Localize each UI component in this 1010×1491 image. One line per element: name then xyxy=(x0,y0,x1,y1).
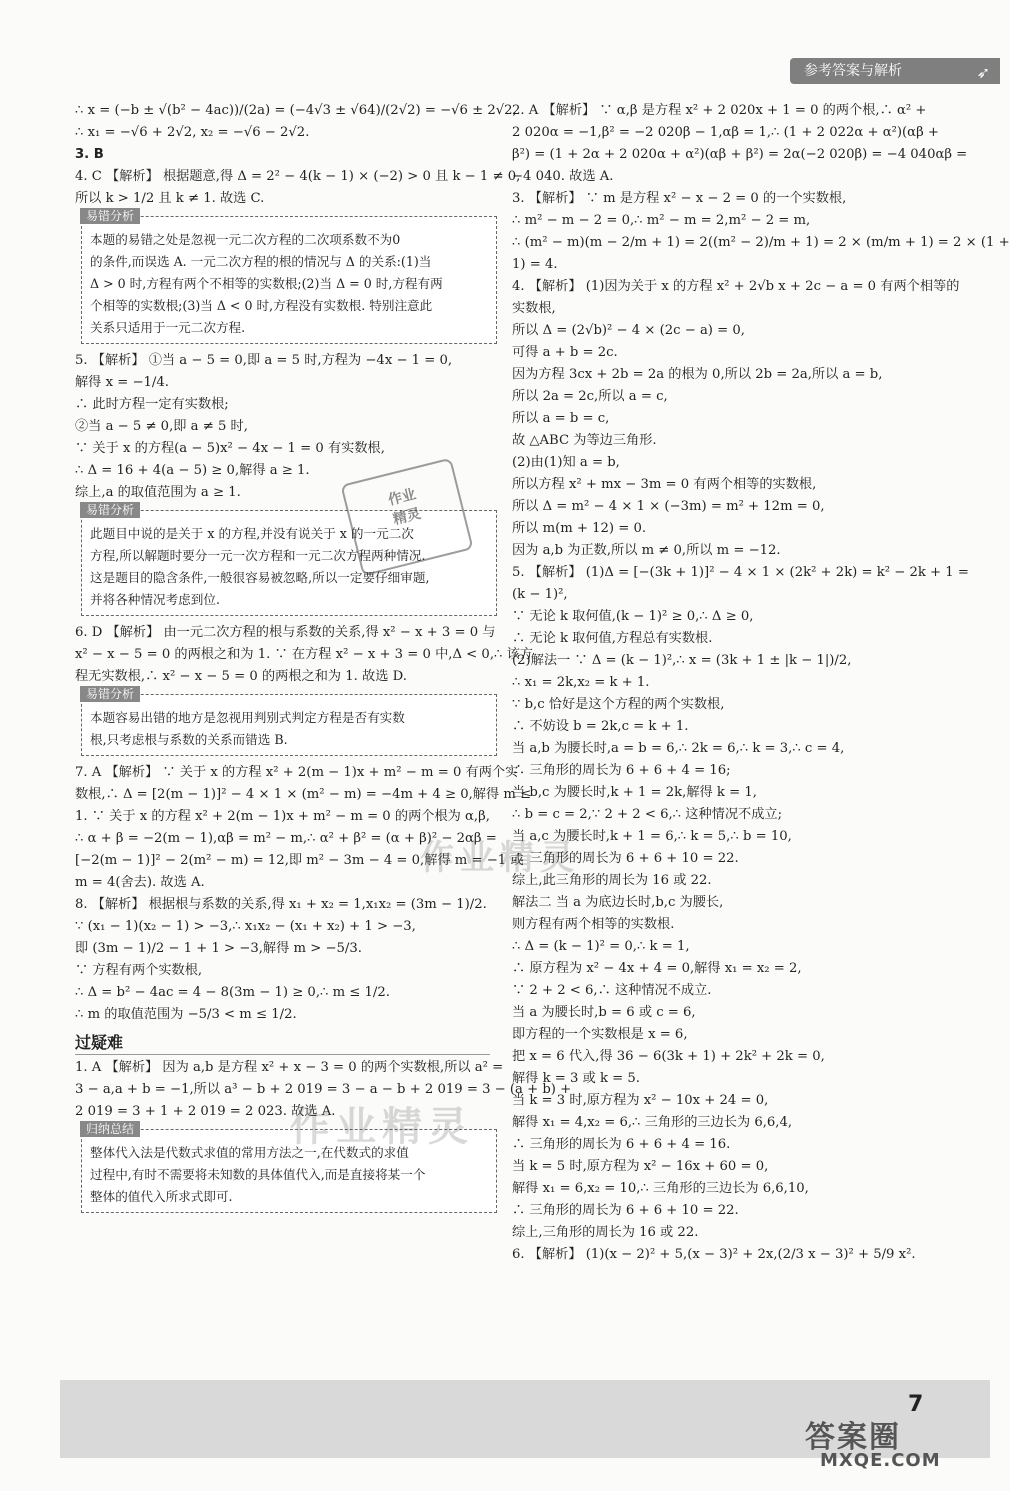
footer-url: MXQE.COM xyxy=(820,1450,941,1471)
answer-line: ∴ 三角形的周长为 6 + 6 + 4 = 16; xyxy=(512,763,731,778)
question-6-line: x² − x − 5 = 0 的两根之和为 1. ∵ 在方程 x² − x + 3 = 0 中,Δ < 0,∴ 该方 xyxy=(75,647,533,662)
note-tag: 归纳总结 xyxy=(80,1121,140,1137)
answer-line: 所以 Δ = (2√b)² − 4 × (2c − a) = 0, xyxy=(512,323,745,338)
answer-line: ∴ 三角形的周长为 6 + 6 + 10 = 22. xyxy=(512,851,739,866)
note-line: Δ > 0 时,方程有两个不相等的实数根;(2)当 Δ = 0 时,方程有两 xyxy=(90,276,443,291)
answer-line: (k − 1)², xyxy=(512,587,568,602)
answer-line: ∴ 无论 k 取何值,方程总有实数根. xyxy=(512,631,713,646)
section-title-text: 过疑难 xyxy=(75,1033,124,1052)
question-8-line: ∵ (x₁ − 1)(x₂ − 1) > −3,∴ x₁x₂ − (x₁ + x₂) + 1 > −3, xyxy=(75,919,416,934)
answer-line: ∴ 不妨设 b = 2k,c = k + 1. xyxy=(512,719,689,734)
difficult-1-line: 3 − a,a + b = −1,所以 a³ − b + 2 019 = 3 − a − b + 2 019 = 3 − (a + b) + xyxy=(75,1082,572,1097)
note-line: 此题目中说的是关于 x 的方程,并没有说关于 x 的一元二次 xyxy=(90,526,414,541)
question-6-line: 程无实数根,∴ x² − x − 5 = 0 的两根之和为 1. 故选 D. xyxy=(75,669,407,684)
question-5-line: 综上,a 的取值范围为 a ≥ 1. xyxy=(75,485,241,500)
answer-line: 把 x = 6 代入,得 36 − 6(3k + 1) + 2k² + 2k = 0, xyxy=(512,1049,825,1064)
note-tag: 易错分析 xyxy=(80,502,140,518)
question-7-line: [−2(m − 1)]² − 2(m² − m) = 12,即 m² − 3m − 4 = 0,解得 m = −1 或 xyxy=(75,853,524,868)
answer-line: (2)解法一 ∵ Δ = (k − 1)²,∴ x = (3k + 1 ± |k − 1|)/2, xyxy=(512,653,852,668)
question-8-line: ∴ Δ = b² − 4ac = 4 − 8(3m − 1) ≥ 0,∴ m ≤ 1/2. xyxy=(75,985,390,1000)
answer-line: 3. 【解析】 ∵ m 是方程 x² − x − 2 = 0 的一个实数根, xyxy=(512,191,847,206)
answer-line: 解法二 当 a 为底边长时,b,c 为腰长, xyxy=(512,895,724,910)
rocket-icon: ➶ xyxy=(976,63,990,82)
note-line: 关系只适用于一元二次方程. xyxy=(90,320,246,335)
answer-line: 当 k = 5 时,原方程为 x² − 16x + 60 = 0, xyxy=(512,1159,769,1174)
answer-line: ∵ 2 + 2 < 6,∴ 这种情况不成立. xyxy=(512,983,712,998)
section-title xyxy=(75,1032,490,1055)
question-5-line: ∴ 此时方程一定有实数根; xyxy=(75,397,229,412)
question-5-line: 解得 x = −1/4. xyxy=(75,375,169,390)
answer-line: ∵ b,c 恰好是这个方程的两个实数根, xyxy=(512,697,725,712)
answer-line: −4 040. 故选 A. xyxy=(512,169,614,184)
answer-line: 所以方程 x² + mx − 3m = 0 有两个相等的实数根, xyxy=(512,477,817,492)
question-7-line: m = 4(舍去). 故选 A. xyxy=(75,875,205,890)
note-line: 方程,所以解题时要分一元一次方程和一元二次方程两种情况. xyxy=(90,548,426,563)
answer-line: 所以 2a = 2c,所以 a = c, xyxy=(512,389,668,404)
answer-line: ∴ m² − m − 2 = 0,∴ m² − m = 2,m² − 2 = m, xyxy=(512,213,811,228)
answer-line: ∴ 原方程为 x² − 4x + 4 = 0,解得 x₁ = x₂ = 2, xyxy=(512,961,802,976)
answer-line: (2)由(1)知 a = b, xyxy=(512,455,620,470)
answer-line: 综上,三角形的周长为 16 或 22. xyxy=(512,1225,699,1240)
answer-line: 2 020α = −1,β² = −2 020β − 1,αβ = 1,∴ (1 + 2 022α + α²)(αβ + xyxy=(512,125,939,140)
question-6-line: 6. D 【解析】 由一元二次方程的根与系数的关系,得 x² − x + 3 = 0 与 xyxy=(75,625,496,640)
answer-line: 所以 Δ = m² − 4 × 1 × (−3m) = m² + 12m = 0, xyxy=(512,499,825,514)
note-tag: 易错分析 xyxy=(80,208,140,224)
watermark: 作业精灵 xyxy=(420,838,580,878)
page-number: 7 xyxy=(908,1392,924,1417)
question-7-line: ∴ α + β = −2(m − 1),αβ = m² − m,∴ α² + β² = (α + β)² − 2αβ = xyxy=(75,831,497,846)
right-column xyxy=(512,100,1010,1266)
answer-line: 所以 a = b = c, xyxy=(512,411,610,426)
note-line: 本题的易错之处是忽视一元二次方程的二次项系数不为0 xyxy=(90,232,401,247)
note-line: 这是题目的隐含条件,一般很容易被忽略,所以一定要仔细审题, xyxy=(90,570,430,585)
question-7-line: 1. ∵ 关于 x 的方程 x² + 2(m − 1)x + m² − m = 0 的两个根为 α,β, xyxy=(75,809,490,824)
difficult-1-line: 2 019 = 3 + 1 + 2 019 = 2 023. 故选 A. xyxy=(75,1104,336,1119)
answer-line: 综上,此三角形的周长为 16 或 22. xyxy=(512,873,712,888)
answer-line: 即方程的一个实数根是 x = 6, xyxy=(512,1027,688,1042)
stamp-text: 精灵 xyxy=(391,505,423,529)
question-7-line: 7. A 【解析】 ∵ 关于 x 的方程 x² + 2(m − 1)x + m² − m = 0 有两个实 xyxy=(75,765,519,780)
answer-line: ∴ x₁ = 2k,x₂ = k + 1. xyxy=(512,675,650,690)
answer-line: 当 a,c 为腰长时,k + 1 = 6,∴ k = 5,∴ b = 10, xyxy=(512,829,792,844)
question-8-line: 8. 【解析】 根据根与系数的关系,得 x₁ + x₂ = 1,x₁x₂ = (3m − 1)/2. xyxy=(75,897,487,912)
answer-line: ∴ (m² − m)(m − 2/m + 1) = 2((m² − 2)/m + 1) = 2 × (m/m + 1) = 2 × (1 + xyxy=(512,235,1010,250)
answer-line: 当 a,b 为腰长时,a = b = 6,∴ 2k = 6,∴ k = 3,∴ c = 4, xyxy=(512,741,845,756)
answer-line: ∵ 无论 k 取何值,(k − 1)² ≥ 0,∴ Δ ≥ 0, xyxy=(512,609,754,624)
question-4-line: 4. C 【解析】 根据题意,得 Δ = 2² − 4(k − 1) × (−2) > 0 且 k − 1 ≠ 0, xyxy=(75,169,521,184)
answer-line: 当 b,c 为腰长时,k + 1 = 2k,解得 k = 1, xyxy=(512,785,757,800)
answer-line: 当 a 为腰长时,b = 6 或 c = 6, xyxy=(512,1005,696,1020)
question-5-line: ∵ 关于 x 的方程(a − 5)x² − 4x − 1 = 0 有实数根, xyxy=(75,441,385,456)
note-line: 根,只考虑根与系数的关系而错选 B. xyxy=(90,732,288,747)
answer-line: 可得 a + b = 2c. xyxy=(512,345,618,360)
answer-line: 因为 a,b 为正数,所以 m ≠ 0,所以 m = −12. xyxy=(512,543,781,558)
answer-line: 解得 x₁ = 4,x₂ = 6,∴ 三角形的三边长为 6,6,4, xyxy=(512,1115,793,1130)
question-7-line: 数根,∴ Δ = [2(m − 1)]² − 4 × 1 × (m² − m) = −4m + 4 ≥ 0,解得 m ≤ xyxy=(75,787,532,802)
question-8-line: ∵ 方程有两个实数根, xyxy=(75,963,203,978)
question-8-line: ∴ m 的取值范围为 −5/3 < m ≤ 1/2. xyxy=(75,1007,297,1022)
note-line: 整体的值代入所求式即可. xyxy=(90,1189,233,1204)
note-line: 整体代入法是代数式求值的常用方法之一,在代数式的求值 xyxy=(90,1145,409,1160)
answer-line: 当 k = 3 时,原方程为 x² − 10x + 24 = 0, xyxy=(512,1093,769,1108)
answer-line: 因为方程 3cx + 2b = 2a 的根为 0,所以 2b = 2a,所以 a = b, xyxy=(512,367,883,382)
answer-line: 6. 【解析】 (1)(x − 2)² + 5,(x − 3)² + 2x,(2/3 x − 3)² + 5/9 x². xyxy=(512,1247,916,1262)
note-line: 过程中,有时不需要将未知数的具体值代入,而是直接将某一个 xyxy=(90,1167,426,1182)
answer-line: 4. 【解析】 (1)因为关于 x 的方程 x² + 2√b x + 2c − a = 0 有两个相等的 xyxy=(512,279,960,294)
stamp-text: 作业 xyxy=(386,486,418,509)
header-title: 参考答案与解析 xyxy=(804,63,902,79)
text-line: ∴ x₁ = −√6 + 2√2, x₂ = −√6 − 2√2. xyxy=(75,125,310,140)
error-analysis-note xyxy=(81,687,497,756)
answer-line: 5. 【解析】 (1)Δ = [−(3k + 1)]² − 4 × 1 × (2k² + 2k) = k² − 2k + 1 = xyxy=(512,565,969,580)
note-line: 的条件,而误选 A. 一元二次方程的根的情况与 Δ 的关系:(1)当 xyxy=(90,254,432,269)
answer-line: 1) = 4. xyxy=(512,257,558,272)
note-line: 本题容易出错的地方是忽视用判别式判定方程是否有实数 xyxy=(90,710,405,725)
question-3: 3. B xyxy=(75,147,104,162)
page-header xyxy=(790,58,1000,84)
answer-line: 解得 k = 3 或 k = 5. xyxy=(512,1071,640,1086)
answer-line: β²) = (1 + 2α + 2 020α + α²)(αβ + β²) = 2α(−2 020β) = −4 040αβ = xyxy=(512,147,968,162)
answer-line: ∴ b = c = 2,∵ 2 + 2 < 6,∴ 这种情况不成立; xyxy=(512,807,783,822)
watermark: 作业精灵 xyxy=(290,1104,474,1150)
note-line: 个相等的实数根;(3)当 Δ < 0 时,方程没有实数根. 特别注意此 xyxy=(90,298,433,313)
note-line: 并将各种情况考虑到位. xyxy=(90,592,220,607)
answer-line: ∴ Δ = (k − 1)² = 0,∴ k = 1, xyxy=(512,939,690,954)
question-8-line: 即 (3m − 1)/2 − 1 + 1 > −3,解得 m > −5/3. xyxy=(75,941,362,956)
answer-line: ∴ 三角形的周长为 6 + 6 + 10 = 22. xyxy=(512,1203,739,1218)
answer-line: 实数根, xyxy=(512,301,556,316)
error-analysis-note xyxy=(81,209,497,344)
difficult-1-line: 1. A 【解析】 因为 a,b 是方程 x² + x − 3 = 0 的两个实数根,所以 a² = xyxy=(75,1060,504,1075)
question-5-line: 5. 【解析】 ①当 a − 5 = 0,即 a = 5 时,方程为 −4x − 1 = 0, xyxy=(75,353,453,368)
question-5-line: ②当 a − 5 ≠ 0,即 a ≠ 5 时, xyxy=(75,419,248,434)
note-tag: 易错分析 xyxy=(80,686,140,702)
answer-line: 所以 m(m + 12) = 0. xyxy=(512,521,647,536)
answer-line: 2. A 【解析】 ∵ α,β 是方程 x² + 2 020x + 1 = 0 的两个根,∴ α² + xyxy=(512,103,927,118)
answer-line: 解得 x₁ = 6,x₂ = 10,∴ 三角形的三边长为 6,6,10, xyxy=(512,1181,809,1196)
answer-line: ∴ 三角形的周长为 6 + 6 + 4 = 16. xyxy=(512,1137,731,1152)
question-4-line: 所以 k > 1/2 且 k ≠ 1. 故选 C. xyxy=(75,191,265,206)
answer-line: 故 △ABC 为等边三角形. xyxy=(512,433,657,448)
text-line: ∴ x = (−b ± √(b² − 4ac))/(2a) = (−4√3 ± √64)/(2√2) = −√6 ± 2√2, xyxy=(75,103,517,118)
footer-watermark: 答案圈 xyxy=(805,1420,901,1455)
question-5-line: ∴ Δ = 16 + 4(a − 5) ≥ 0,解得 a ≥ 1. xyxy=(75,463,310,478)
answer-line: 则方程有两个相等的实数根. xyxy=(512,917,675,932)
